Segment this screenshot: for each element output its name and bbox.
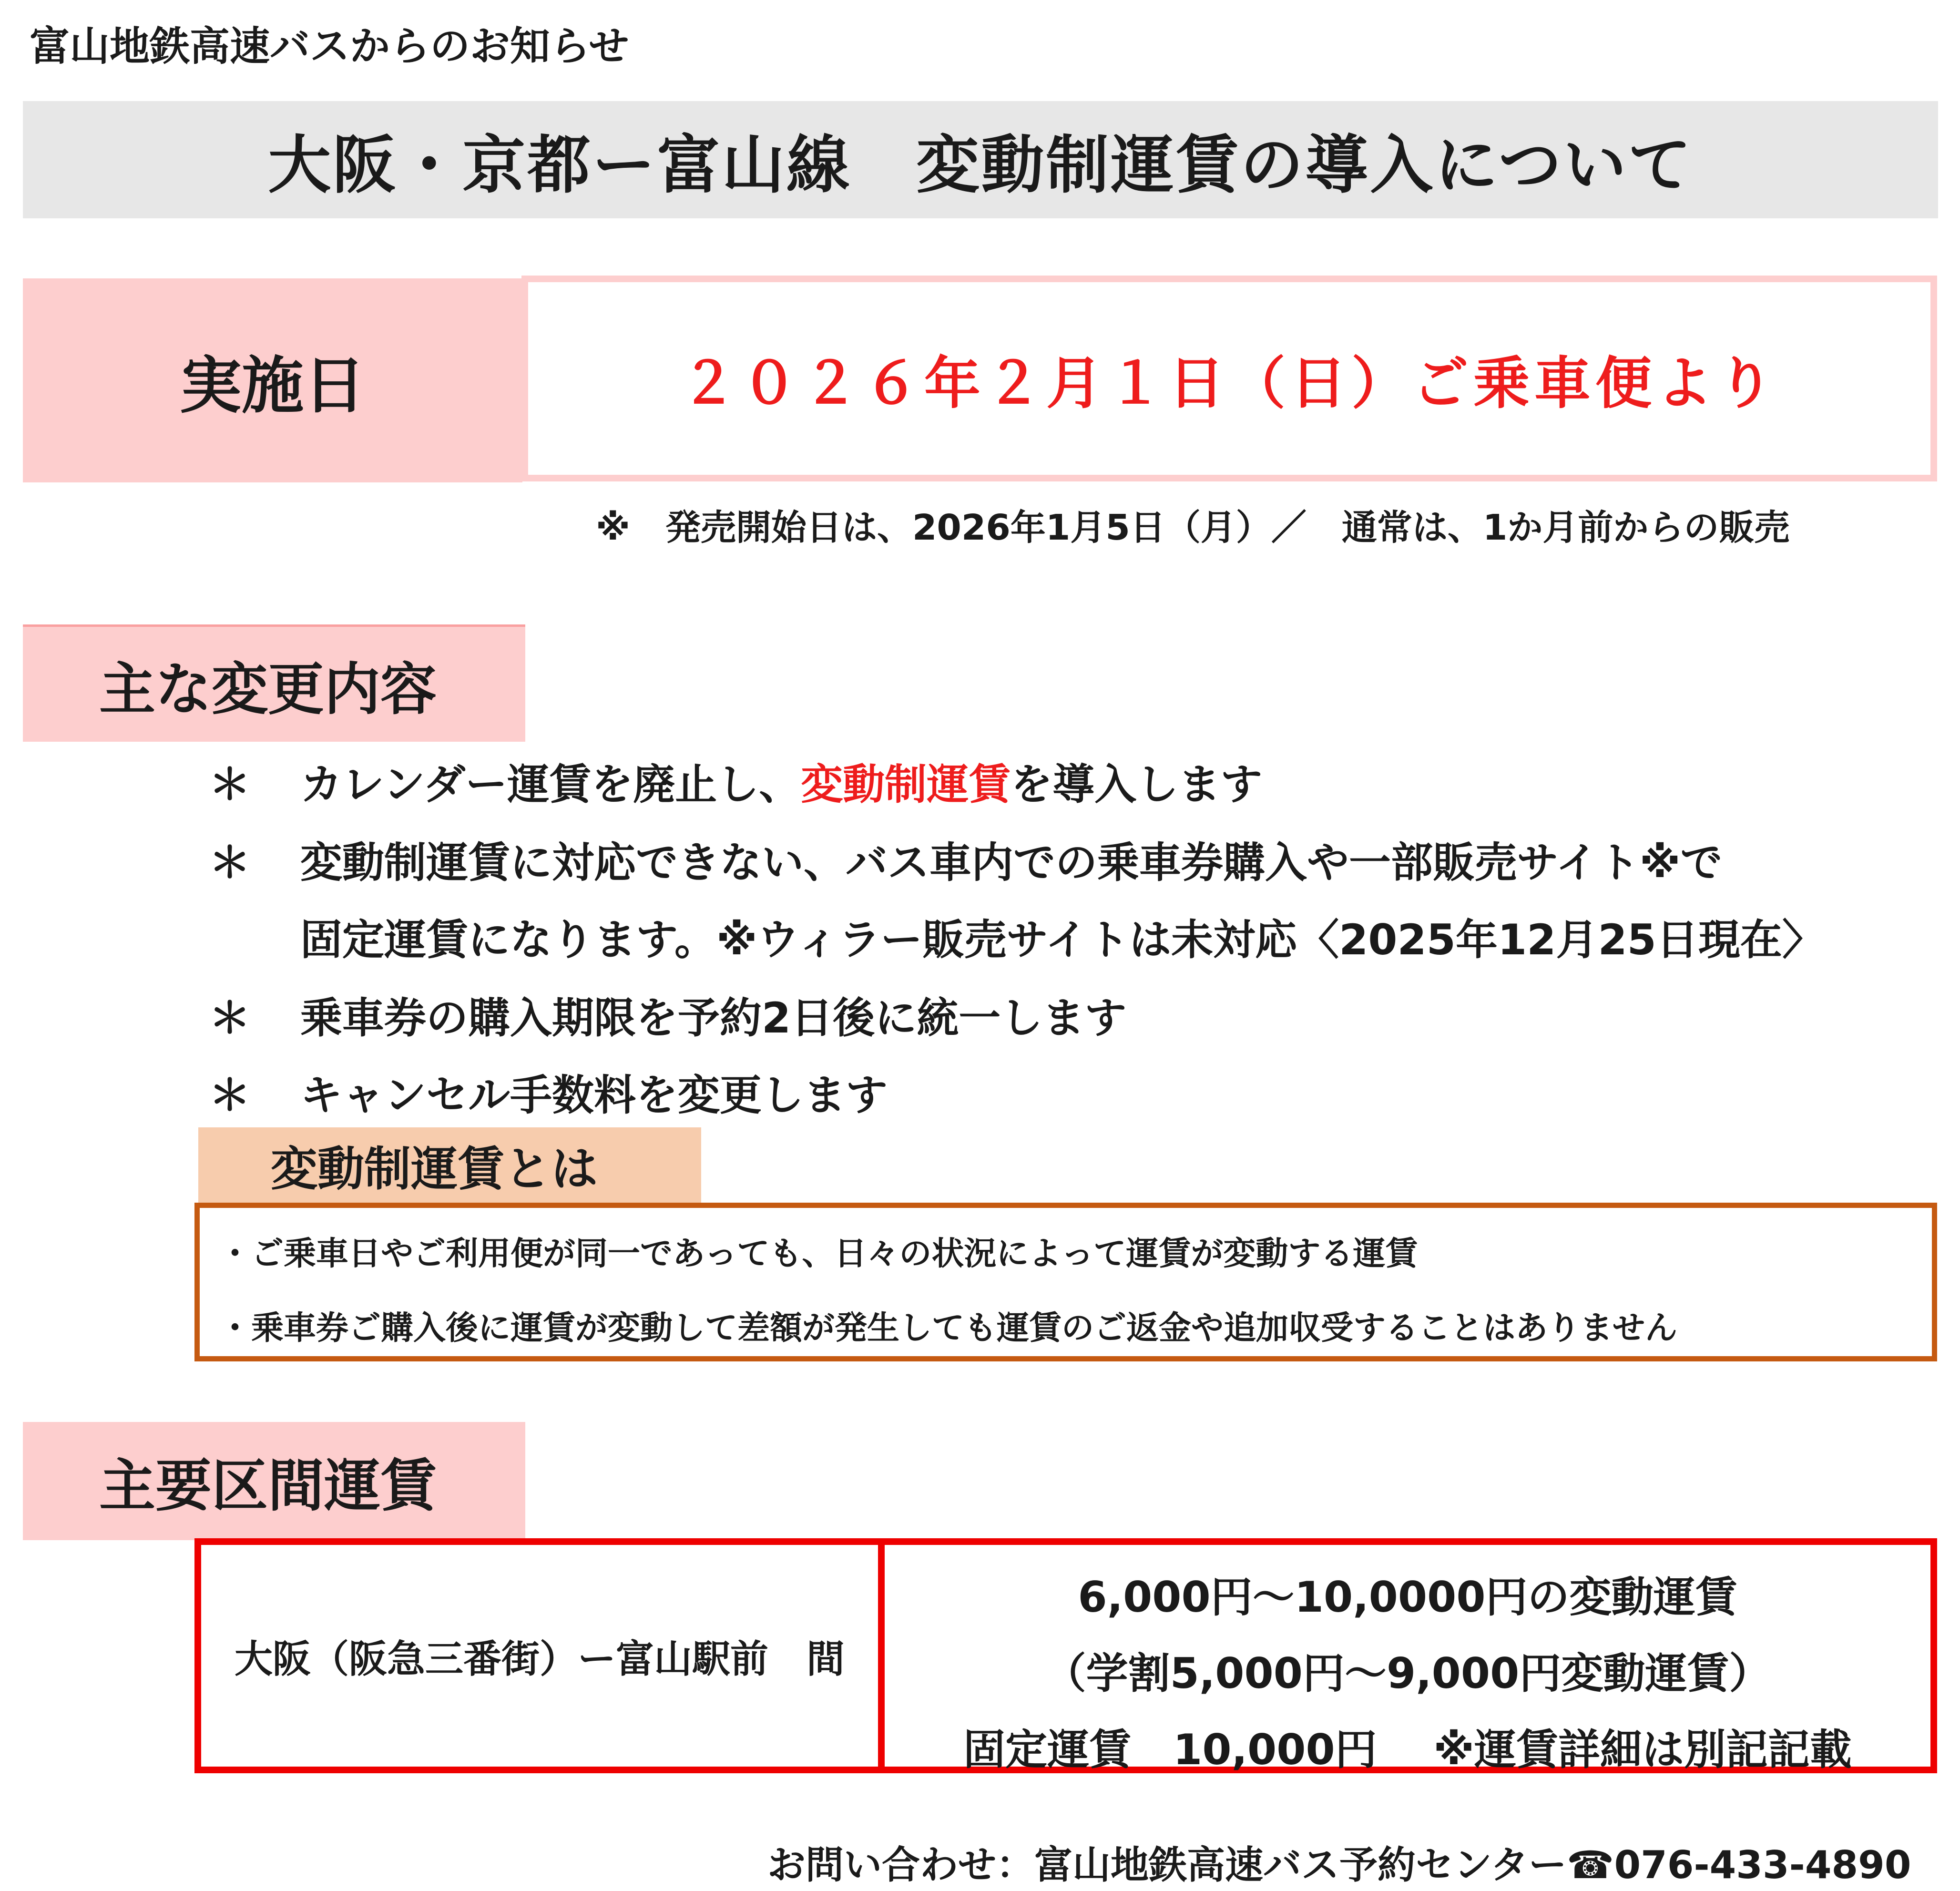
fare-table [194, 1538, 1937, 1773]
start-date-label-box [23, 278, 522, 482]
change-item-2-line-1: 変動制運賃に対応できない、バス車内での乗車券購入や一部販売サイト※で [300, 838, 1723, 887]
changes-heading-box [23, 624, 525, 742]
fare-student-range: （学割5,000円～9,000円変動運賃） [1044, 1649, 1771, 1698]
bullet-star-icon: ＊ [209, 760, 251, 809]
dynamic-fare-definition-box [194, 1203, 1937, 1361]
change-item-1-text: カレンダー運賃を廃止し、 [300, 760, 801, 809]
title-bar [23, 101, 1938, 218]
fares-heading-box [23, 1422, 525, 1540]
dynamic-fare-line-2: ・乗車券ご購入後に運賃が変動して差額が発生しても運賃のご返金や追加収受することはありません [219, 1309, 1678, 1347]
fares-heading: 主要区間運賃 [99, 1453, 437, 1519]
changes-heading: 主な変更内容 [99, 656, 437, 722]
start-date-label: 実施日 [179, 349, 366, 422]
bullet-star-icon: ＊ [209, 838, 251, 887]
change-item-2-line-2: 固定運賃になります。※ウィラー販売サイトは未対応〈2025年12月25日現在〉 [300, 915, 1824, 964]
fare-detail-cell [885, 1545, 1930, 1774]
organization-name: 富山地鉄高速バスからのお知らせ [30, 23, 629, 70]
dynamic-fare-heading-box [198, 1127, 701, 1203]
fare-route-cell [201, 1545, 885, 1767]
change-item-3-text: 乗車券の購入期限を予約2日後に統一します [300, 993, 1127, 1043]
sale-start-note: ※ 発売開始日は、2026年1月5日（月）／ 通常は、1か月前からの販売 [596, 507, 1790, 548]
page-title: 大阪・京都ー富山線 変動制運賃の導入について [268, 129, 1693, 202]
start-date-value-box [521, 276, 1937, 481]
fare-dynamic-range: 6,000円～10,0000円の変動運賃 [1078, 1573, 1737, 1622]
bullet-star-icon: ＊ [209, 1071, 251, 1120]
change-item-1-text-end: を導入します [1011, 760, 1263, 809]
fare-route: 大阪（阪急三番街）ー富山駅前 間 [235, 1637, 845, 1681]
dynamic-fare-line-1: ・ご乗車日やご利用便が同一であっても、日々の状況によって運賃が変動する運賃 [219, 1235, 1418, 1273]
change-item-4-text: キャンセル手数料を変更します [300, 1071, 888, 1120]
bullet-star-icon: ＊ [209, 993, 251, 1043]
dynamic-fare-heading: 変動制運賃とは [271, 1142, 598, 1196]
fare-fixed: 固定運賃 10,000円 ※運賃詳細は別記記載 [963, 1725, 1852, 1774]
contact-info: お問い合わせ：富山地鉄高速バス予約センター☎076-433-4890 [767, 1843, 1911, 1887]
start-date-value: ２０２６年２月１日（日）ご乗車便より [680, 350, 1778, 416]
change-item-1-highlight: 変動制運賃 [801, 760, 1011, 809]
